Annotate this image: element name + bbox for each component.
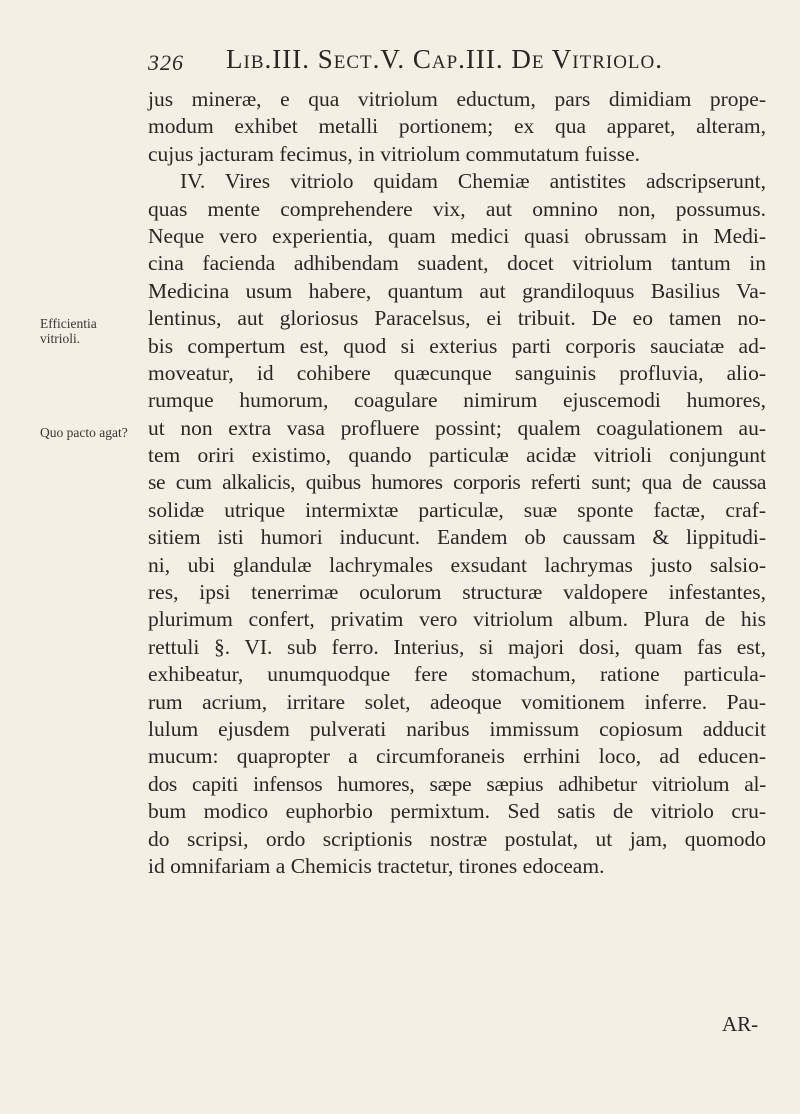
text-line: cujus jacturam fecimus, in vitriolum commutatum fuisse. xyxy=(148,141,641,166)
text-line: id omnifariam a Chemicis tractetur, tirones edoceam. xyxy=(148,853,605,878)
text-line: IV. Vires vitriolo quidam Chemiæ antistites adscripserunt, xyxy=(180,169,766,194)
text-line: modum exhibet metalli portionem; ex qua apparet, alteram, xyxy=(148,114,766,139)
text-line: tem oriri existimo, quando particulæ acidæ vitrioli conjungunt xyxy=(148,443,766,468)
text-line: bis compertum est, quod si exterius parti corporis sauciatæ ad- xyxy=(148,333,766,358)
text-line: ni, ubi glandulæ lachrymales exsudant lachrymas justo salsio- xyxy=(148,552,766,577)
margin-note-text: Efficientia vitrioli. xyxy=(40,316,97,346)
page-number: 326 xyxy=(148,50,184,75)
text-line: se cum alkalicis, quibus humores corporis referti sunt; qua de caussa xyxy=(148,470,766,495)
text-line: rumque humorum, coagulare nimirum ejuscemodi humores, xyxy=(148,388,766,413)
text-line: quas mente comprehendere vix, aut omnino non, possumus. xyxy=(148,196,766,221)
text-line: rum acrium, irritare solet, adeoque vomitionem inferre. Pau- xyxy=(148,689,766,714)
text-line: do scripsi, ordo scriptionis nostræ postulat, ut jam, quomodo xyxy=(148,826,766,851)
running-head: Lib.III. Sect.V. Cap.III. De Vitriolo. xyxy=(226,44,664,74)
text-line: rettuli §. VI. sub ferro. Interius, si majori dosi, quam fas est, xyxy=(148,634,766,659)
margin-note-efficientia xyxy=(40,316,136,346)
text-line: mucum: quapropter a circumforaneis errhini loco, ad educen- xyxy=(148,744,766,769)
text-line: lulum ejusdem pulverati naribus immissum copiosum adducit xyxy=(148,716,766,741)
text-line: jus mineræ, e qua vitriolum eductum, pars dimidiam prope- xyxy=(148,87,766,111)
text-line: bum modico euphorbio permixtum. Sed satis de vitriolo cru- xyxy=(148,799,766,824)
catchword: AR- xyxy=(722,1012,759,1036)
text-line: sitiem isti humori inducunt. Eandem ob caussam & lippitudi- xyxy=(148,525,766,550)
body-text xyxy=(148,86,766,880)
text-line: Neque vero experientia, quam medici quasi obrussam in Medi- xyxy=(148,223,766,248)
text-line: lentinus, aut gloriosus Paracelsus, ei tribuit. De eo tamen no- xyxy=(148,306,766,331)
text-line: moveatur, id cohibere quæcunque sanguinis profluvia, alio- xyxy=(148,360,766,385)
text-line: res, ipsi tenerrimæ oculorum structuræ valdopere infestantes, xyxy=(148,580,766,605)
margin-note-quo-pacto xyxy=(40,425,130,440)
text-line: solidæ utrique intermixtæ particulæ, suæ sponte factæ, craf- xyxy=(148,497,766,522)
text-line: dos capiti infensos humores, sæpe sæpius adhibetur vitriolum al- xyxy=(148,771,766,796)
text-line: Medicina usum habere, quantum aut grandiloquus Basilius Va- xyxy=(148,278,766,303)
text-line: plurimum confert, privatim vero vitriolum album. Plura de his xyxy=(148,607,766,632)
text-line: cina facienda adhibendam suadent, docet vitriolum tantum in xyxy=(148,251,766,276)
page-header xyxy=(148,44,768,84)
margin-note-text: Quo pacto agat? xyxy=(40,425,128,440)
text-line: ut non extra vasa profluere possint; qualem coagulationem au- xyxy=(148,415,766,440)
text-line: exhibeatur, unumquodque fere stomachum, ratione particula- xyxy=(148,662,766,687)
